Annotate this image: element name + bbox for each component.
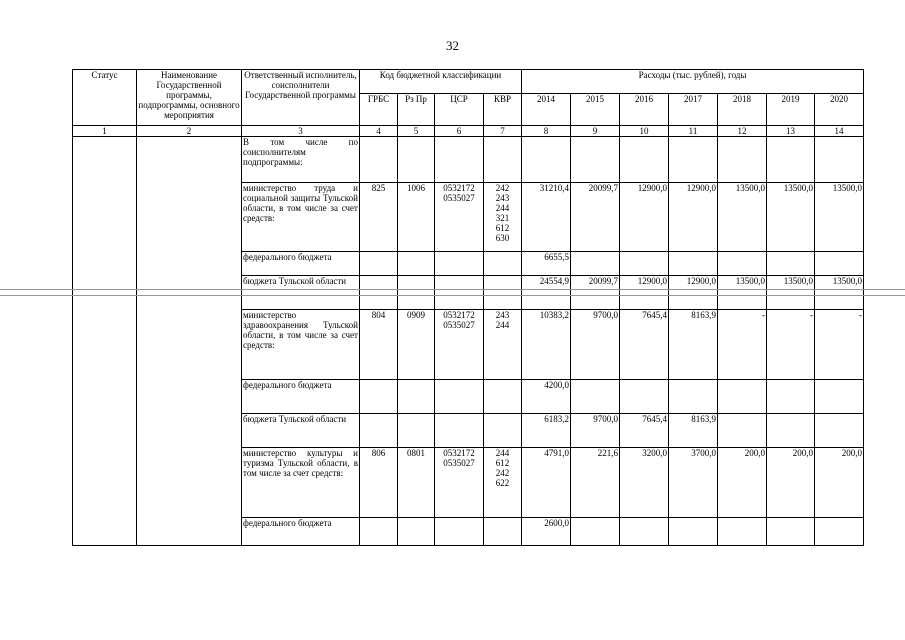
column-number: 13 — [767, 126, 815, 137]
csr-cell: 0532172 0535027 — [435, 448, 484, 518]
header-expenses: Расходы (тыс. рублей), годы — [522, 70, 864, 94]
grbs-cell — [360, 380, 398, 414]
column-number: 5 — [398, 126, 435, 137]
header-csr: ЦСР — [435, 94, 484, 126]
grbs-cell: 806 — [360, 448, 398, 518]
budget-table — [72, 69, 864, 546]
header-executor: Ответственный исполнитель, соисполнители Государственной программы — [242, 70, 360, 126]
amount-cell: - — [767, 310, 815, 380]
column-number: 14 — [815, 126, 864, 137]
kvr-cell: 242 243 244 321 612 630 — [484, 183, 522, 252]
amount-cell — [669, 137, 718, 183]
amount-cell: 8163,9 — [669, 414, 718, 448]
amount-cell: 20099,7 — [571, 183, 620, 252]
rzpr-cell — [398, 276, 435, 310]
amount-cell — [669, 380, 718, 414]
amount-cell: 12900,0 — [620, 276, 669, 310]
kvr-cell — [484, 380, 522, 414]
amount-cell: 7645,4 — [620, 310, 669, 380]
amount-cell: 24554,9 — [522, 276, 571, 310]
table-body — [73, 137, 864, 546]
rzpr-cell: 0909 — [398, 310, 435, 380]
amount-cell: 31210,4 — [522, 183, 571, 252]
executor-cell: министерство культуры и туризма Тульской области, в том числе за счет средств: — [242, 448, 360, 518]
header-grbs: ГРБС — [360, 94, 398, 126]
scan-line — [0, 289, 905, 290]
amount-cell: 12900,0 — [669, 183, 718, 252]
amount-cell: 12900,0 — [669, 276, 718, 310]
amount-cell: - — [815, 310, 864, 380]
amount-cell — [571, 252, 620, 276]
amount-cell: 13500,0 — [767, 276, 815, 310]
amount-cell — [767, 252, 815, 276]
amount-cell — [767, 414, 815, 448]
amount-cell — [620, 252, 669, 276]
executor-cell: министерство труда и социальной защиты Тульской области, в том числе за счет средств: — [242, 183, 360, 252]
amount-cell: 13500,0 — [718, 276, 767, 310]
amount-cell: 4791,0 — [522, 448, 571, 518]
rzpr-cell: 1006 — [398, 183, 435, 252]
header-rzpr: Рз Пр — [398, 94, 435, 126]
kvr-cell — [484, 414, 522, 448]
kvr-cell: 243 244 — [484, 310, 522, 380]
table-header — [73, 70, 864, 137]
csr-cell: 0532172 0535027 — [435, 183, 484, 252]
column-number: 7 — [484, 126, 522, 137]
amount-cell — [815, 380, 864, 414]
amount-cell: 200,0 — [718, 448, 767, 518]
executor-cell: В том числе по соисполнителям подпрограммы: — [242, 137, 360, 183]
csr-cell: 0532172 0535027 — [435, 310, 484, 380]
amount-cell: 10383,2 — [522, 310, 571, 380]
column-number: 8 — [522, 126, 571, 137]
amount-cell: 6655,5 — [522, 252, 571, 276]
amount-cell — [620, 137, 669, 183]
amount-cell — [669, 518, 718, 546]
amount-cell: 221,6 — [571, 448, 620, 518]
amount-cell — [815, 414, 864, 448]
column-number: 1 — [73, 126, 137, 137]
rzpr-cell — [398, 380, 435, 414]
executor-cell: бюджета Тульской области — [242, 414, 360, 448]
page-number: 32 — [446, 38, 459, 53]
grbs-cell: 825 — [360, 183, 398, 252]
executor-cell: бюджета Тульской области — [242, 276, 360, 310]
amount-cell — [718, 137, 767, 183]
amount-cell — [815, 518, 864, 546]
executor-cell: федерального бюджета — [242, 252, 360, 276]
kvr-cell — [484, 518, 522, 546]
kvr-cell: 244 612 242 622 — [484, 448, 522, 518]
scan-line — [0, 295, 905, 296]
amount-cell: 7645,4 — [620, 414, 669, 448]
table-row — [73, 137, 864, 183]
amount-cell: 2600,0 — [522, 518, 571, 546]
amount-cell: 13500,0 — [815, 276, 864, 310]
column-number: 3 — [242, 126, 360, 137]
amount-cell — [571, 518, 620, 546]
kvr-cell — [484, 137, 522, 183]
amount-cell — [571, 380, 620, 414]
kvr-cell — [484, 276, 522, 310]
executor-cell: федерального бюджета — [242, 518, 360, 546]
grbs-cell — [360, 252, 398, 276]
rzpr-cell — [398, 252, 435, 276]
header-year: 2020 — [815, 94, 864, 126]
amount-cell: 3700,0 — [669, 448, 718, 518]
amount-cell — [718, 414, 767, 448]
rzpr-cell — [398, 137, 435, 183]
grbs-cell — [360, 276, 398, 310]
csr-cell — [435, 518, 484, 546]
amount-cell: 3200,0 — [620, 448, 669, 518]
column-number: 9 — [571, 126, 620, 137]
column-number: 6 — [435, 126, 484, 137]
status-cell — [73, 137, 137, 546]
csr-cell — [435, 414, 484, 448]
amount-cell — [669, 252, 718, 276]
header-year: 2015 — [571, 94, 620, 126]
rzpr-cell — [398, 518, 435, 546]
header-year: 2018 — [718, 94, 767, 126]
amount-cell — [620, 380, 669, 414]
header-year: 2016 — [620, 94, 669, 126]
name-cell — [137, 137, 242, 546]
header-kvr: КВР — [484, 94, 522, 126]
amount-cell — [767, 518, 815, 546]
amount-cell — [815, 137, 864, 183]
amount-cell — [718, 252, 767, 276]
amount-cell: 200,0 — [815, 448, 864, 518]
amount-cell — [767, 137, 815, 183]
kvr-cell — [484, 252, 522, 276]
amount-cell — [522, 137, 571, 183]
amount-cell: 200,0 — [767, 448, 815, 518]
amount-cell: 13500,0 — [815, 183, 864, 252]
executor-cell: федерального бюджета — [242, 380, 360, 414]
grbs-cell — [360, 414, 398, 448]
header-year: 2014 — [522, 94, 571, 126]
amount-cell — [620, 518, 669, 546]
amount-cell: 12900,0 — [620, 183, 669, 252]
csr-cell — [435, 137, 484, 183]
csr-cell — [435, 252, 484, 276]
amount-cell: 6183,2 — [522, 414, 571, 448]
rzpr-cell: 0801 — [398, 448, 435, 518]
column-number: 2 — [137, 126, 242, 137]
header-budget-code: Код бюджетной классификации — [360, 70, 522, 94]
amount-cell: - — [718, 310, 767, 380]
grbs-cell: 804 — [360, 310, 398, 380]
column-number: 11 — [669, 126, 718, 137]
amount-cell — [815, 252, 864, 276]
amount-cell — [718, 380, 767, 414]
amount-cell: 9700,0 — [571, 310, 620, 380]
header-year: 2017 — [669, 94, 718, 126]
amount-cell: 4200,0 — [522, 380, 571, 414]
column-number: 4 — [360, 126, 398, 137]
amount-cell: 20099,7 — [571, 276, 620, 310]
column-number: 12 — [718, 126, 767, 137]
header-name: Наименование Государственной программы, подпрограммы, основного мероприятия — [137, 70, 242, 126]
amount-cell: 8163,9 — [669, 310, 718, 380]
csr-cell — [435, 276, 484, 310]
grbs-cell — [360, 137, 398, 183]
amount-cell — [767, 380, 815, 414]
csr-cell — [435, 380, 484, 414]
header-year: 2019 — [767, 94, 815, 126]
rzpr-cell — [398, 414, 435, 448]
executor-cell: министерство здравоохранения Тульской области, в том числе за счет средств: — [242, 310, 360, 380]
amount-cell: 13500,0 — [767, 183, 815, 252]
column-number: 10 — [620, 126, 669, 137]
amount-cell — [718, 518, 767, 546]
amount-cell: 9700,0 — [571, 414, 620, 448]
amount-cell — [571, 137, 620, 183]
header-status: Статус — [73, 70, 137, 126]
amount-cell: 13500,0 — [718, 183, 767, 252]
grbs-cell — [360, 518, 398, 546]
